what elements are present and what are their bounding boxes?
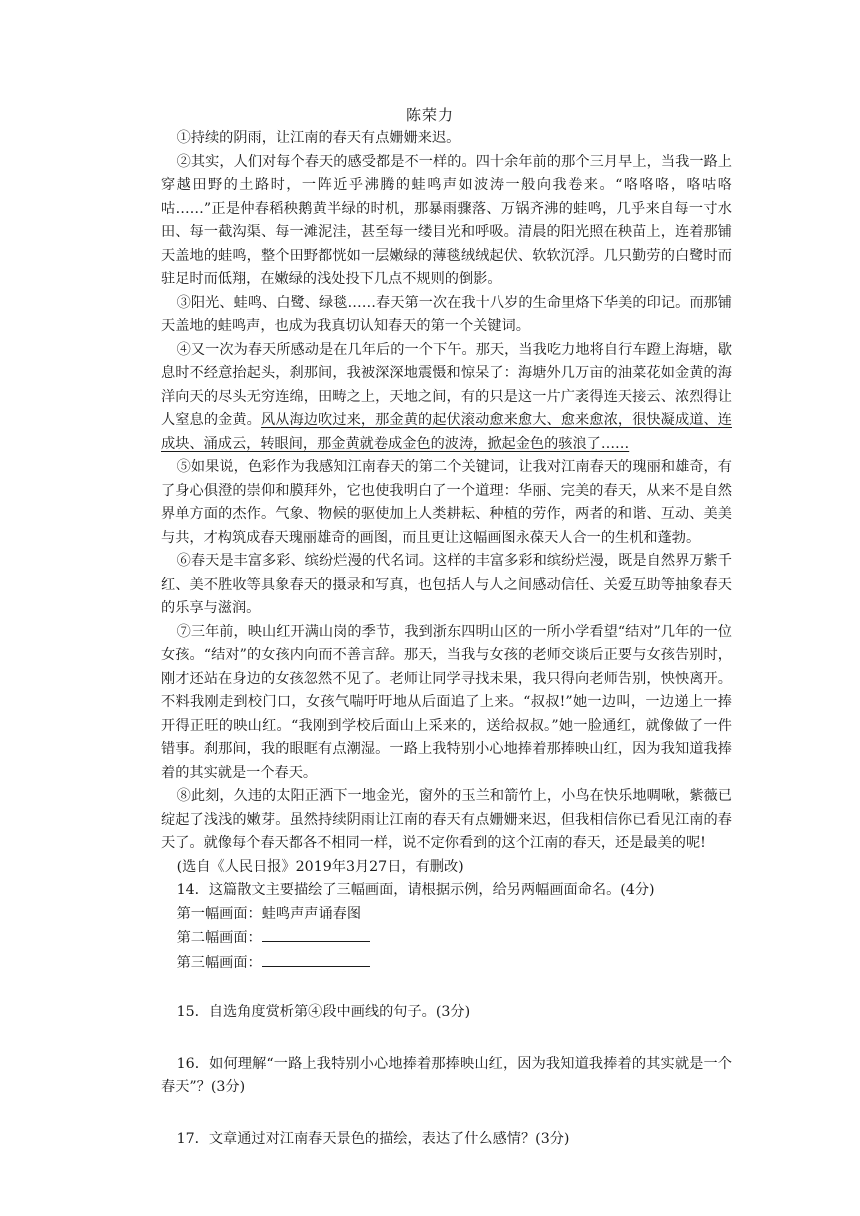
underlined-sentence: 风从海边吹过来，那金黄的起伏滚动愈来愈大、愈来愈浓，很快凝成道、连成块、涌成云，转眼间，那金黄就卷成金色的波涛，掀起金色的骇浪了…… [161, 412, 732, 452]
answer-blank-2[interactable] [262, 926, 370, 942]
author-name: 陈荣力 [405, 106, 454, 124]
question-14-item-2-label: 第二幅画面： [176, 930, 262, 946]
paragraph-8: ⑧此刻，久违的太阳正洒下一地金光，窗外的玉兰和箭竹上，小鸟在快乐地啁啾，紫薇已绽起了浅浅的嫩芽。虽然持续阴雨让江南的春天有点姗姗来迟，但我相信你已看见江南的春天了。就像每个春天都各不相同一样，说不定你看到的这个江南的春天，还是最美的呢! [161, 788, 732, 851]
paragraph-4 [161, 339, 732, 457]
paragraph-7: ⑦三年前，映山红开满山岗的季节，我到浙东四明山区的一所小学看望“结对”几年的一位女孩。“结对”的女孩内向而不善言辞。那天，当我与女孩的老师交谈后正要与女孩告别时，刚才还站在身边的女孩忽然不见了。老师让同学寻找未果，我只得向老师告别，怏怏离开。不料我刚走到校门口，女孩气喘吁吁地从后面追了上来。“叔叔!”她一边叫，一边递上一捧开得正旺的映山红。“我刚到学校后面山上采来的，送给叔叔。”她一脸通红，就像做了一件错事。刹那间，我的眼眶有点潮湿。一路上我特别小心地捧着那捧映山红，因为我知道我捧着的其实就是一个春天。 [161, 623, 732, 781]
question-16: 16．如何理解“一路上我特别小心地捧着那捧映山红，因为我知道我捧着的其实就是一个春天”？(3分) [161, 1055, 732, 1095]
question-14-item-3 [161, 951, 732, 976]
question-14-item-3-label: 第三幅画面： [176, 954, 262, 971]
questions [161, 879, 732, 1151]
paragraph-5: ⑤如果说，色彩作为我感知江南春天的第二个关键词，让我对江南春天的瑰丽和雄奇，有了身心俱澄的崇仰和膜拜外，它也使我明白了一个道理：华丽、完美的春天，从来不是自然界单方面的杰作。气象、物候的驱使加上人类耕耘、种植的劳作，两者的和谐、互动、美美与共，才构筑成春天瑰丽雄奇的画图，而且更让这幅画图永葆天人合一的生机和蓬勃。 [161, 459, 732, 546]
answer-space-15 [161, 1025, 732, 1053]
paragraph-6: ⑥春天是丰富多彩、缤纷烂漫的代名词。这样的丰富多彩和缤纷烂漫，既是自然界万紫千红、美不胜收等具象春天的摄录和写真，也包括人与人之间感动信任、关爱互助等抽象春天的乐享与滋润。 [161, 553, 732, 616]
source-citation: (选自《人民日报》2019年3月27日，有删改) [176, 858, 464, 875]
answer-space-14 [161, 975, 732, 1001]
paragraph-3: ③阳光、蛙鸣、白鹭、绿毯……春天第一次在我十八岁的生命里烙下华美的印记。而那铺天盖地的蛙鸣声，也成为我真切认知春天的第一个关键词。 [161, 294, 732, 334]
paragraph-2: ②其实，人们对每个春天的感受都是不一样的。四十余年前的那个三月早上，当我一路上穿越田野的土路时，一阵近乎沸腾的蛙鸣声如波涛一般向我卷来。“咯咯咯，咯咕咯咕……”正是仲春稻秧鹅黄半绿的时机，那暴雨骤落、万锅齐沸的蛙鸣，几乎来自每一寸水田、每一截沟渠、每一滩泥洼，甚至每一缕目光和呼吸。清晨的阳光照在秧苗上，连着那铺天盖地的蛙鸣，整个田野都恍如一层嫩绿的薄毯绒绒起伏、软软沉浮。几只勤劳的白鹭时而驻足时而低翔，在嫩绿的浅处投下几点不规则的倒影。 [161, 153, 732, 287]
article-body [161, 127, 732, 1151]
answer-blank-3[interactable] [262, 951, 370, 967]
question-14-item-1: 第一幅画面：蛙鸣声声诵春图 [176, 905, 362, 922]
question-17: 17．文章通过对江南春天景色的描绘，表达了什么感情？(3分) [176, 1130, 570, 1147]
question-14: 14．这篇散文主要描绘了三幅画面，请根据示例，给另两幅画面命名。(4分) [176, 882, 655, 898]
question-15: 15．自选角度赏析第④段中画线的句子。(3分) [176, 1004, 471, 1020]
answer-space-16 [161, 1100, 732, 1128]
paragraph-1: ①持续的阴雨，让江南的春天有点姗姗来迟。 [176, 130, 461, 146]
question-14-item-2 [161, 926, 732, 951]
paragraph-4-text: ④又一次为春天所感动是在几年后的一个下午。那天，当我吃力地将自行车蹬上海塘，歇息时不经意抬起头，刹那间，我被深深地震慑和惊呆了：海塘外几万亩的油菜花如金黄的海洋向天的尽头无穷连绵，田畴之上，天地之间，有的只是这一片广袤得连天接云、浓烈得让人窒息的金黄。 [161, 341, 732, 428]
